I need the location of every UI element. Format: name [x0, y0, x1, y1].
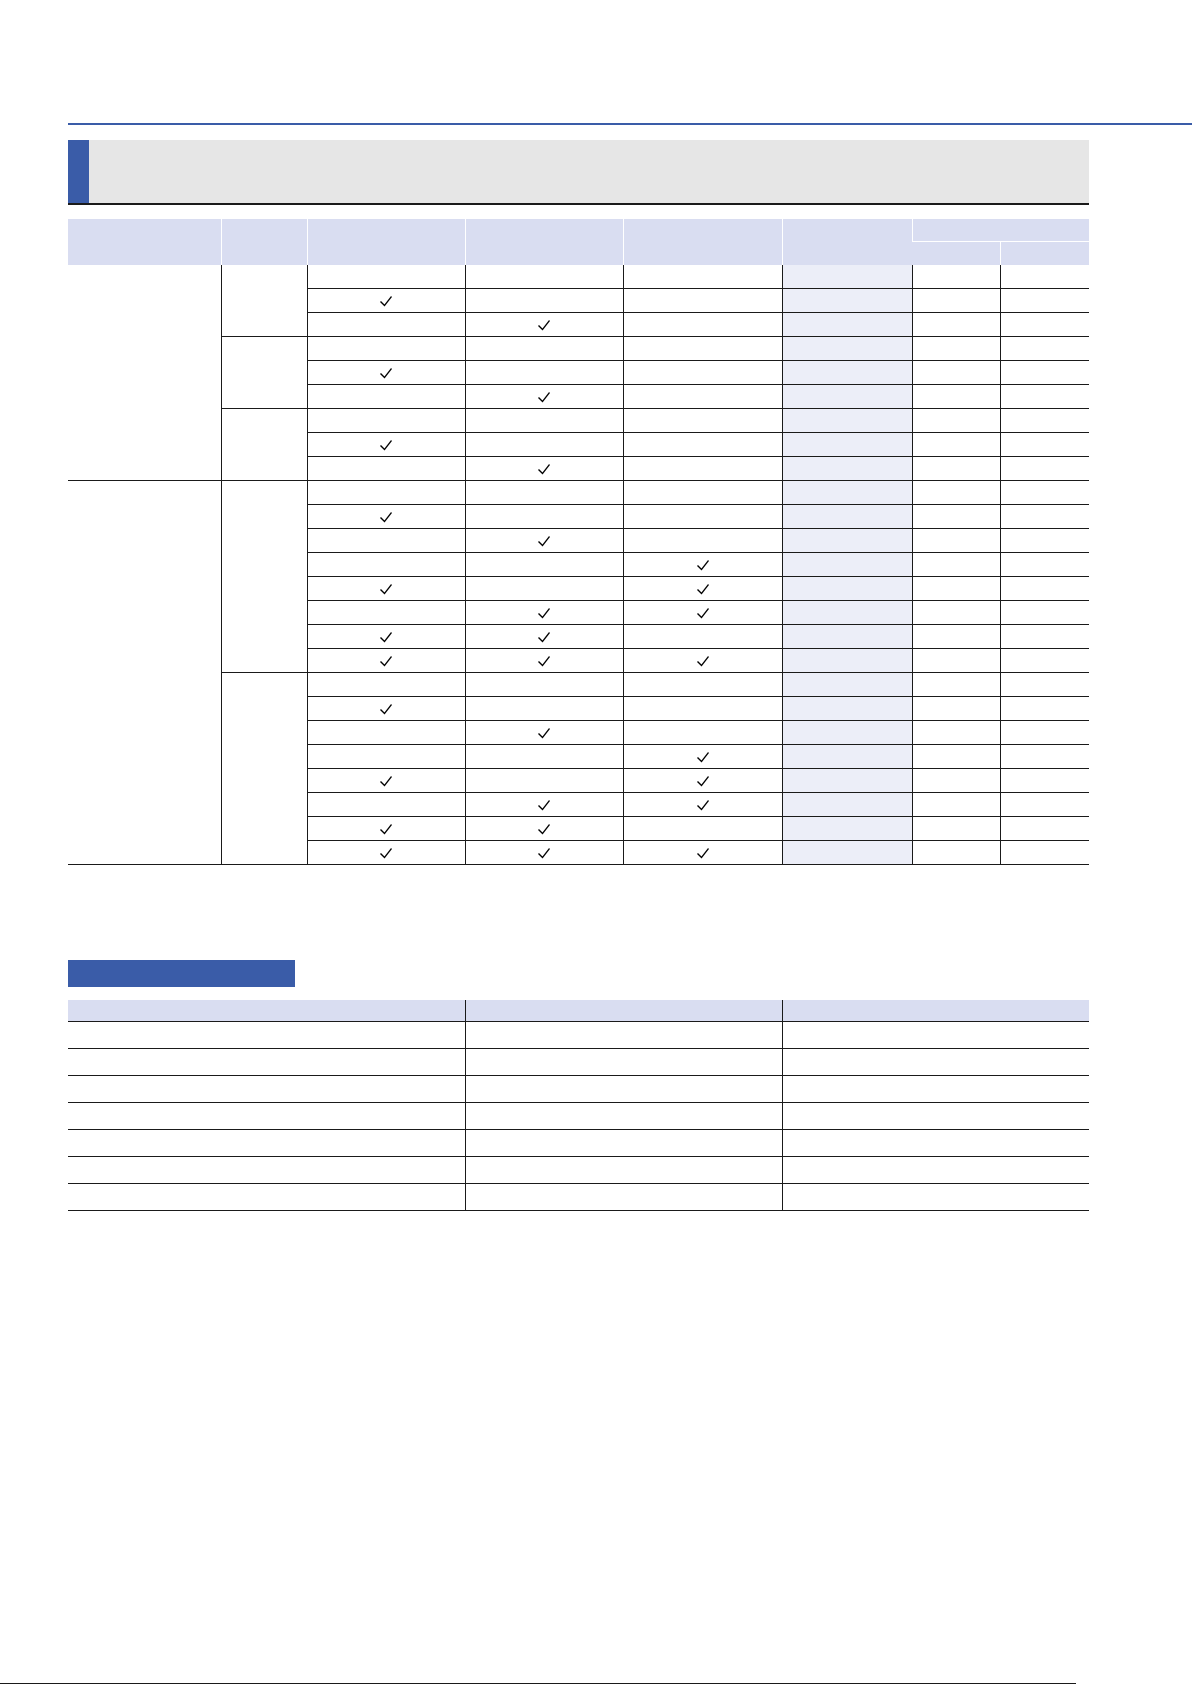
option-cell: [623, 313, 782, 337]
checkmark-icon: [378, 845, 394, 861]
table-cell: [465, 1076, 782, 1103]
value-cell: [912, 625, 1000, 649]
table-cell: [782, 1157, 1089, 1184]
checkmark-icon: [536, 653, 552, 669]
shaded-cell: [782, 721, 912, 745]
header-cell: [623, 219, 782, 265]
checkmark-icon: [378, 293, 394, 309]
shaded-cell: [782, 769, 912, 793]
value-cell: [912, 673, 1000, 697]
option-cell: [623, 361, 782, 385]
checkmark-icon: [695, 581, 711, 597]
section-header: [68, 140, 1089, 205]
shaded-cell: [782, 577, 912, 601]
checkmark-icon: [536, 605, 552, 621]
shaded-cell: [782, 625, 912, 649]
shaded-cell: [782, 553, 912, 577]
option-cell: [623, 817, 782, 841]
value-cell: [1000, 361, 1089, 385]
subsection-bar: [68, 960, 295, 987]
value-cell: [1000, 697, 1089, 721]
option-cell: [623, 433, 782, 457]
option-cell: [465, 433, 623, 457]
table-cell: [68, 1103, 465, 1130]
shaded-cell: [782, 529, 912, 553]
checkmark-icon: [536, 797, 552, 813]
shaded-cell: [782, 649, 912, 673]
table-cell: [782, 1103, 1089, 1130]
table-cell: [68, 1157, 465, 1184]
table-cell: [465, 1157, 782, 1184]
header-group-cell: [912, 219, 1089, 242]
option-cell: [465, 481, 623, 505]
value-cell: [912, 841, 1000, 865]
shaded-cell: [782, 337, 912, 361]
shaded-cell: [782, 697, 912, 721]
header-subcell: [1000, 242, 1089, 266]
option-cell: [465, 361, 623, 385]
option-cell: [623, 649, 782, 673]
option-cell: [623, 673, 782, 697]
shaded-cell: [782, 409, 912, 433]
value-cell: [912, 409, 1000, 433]
checkmark-icon: [536, 821, 552, 837]
header-cell: [68, 219, 221, 265]
checkmark-icon: [378, 653, 394, 669]
table-row: [68, 1076, 1089, 1103]
table-row: [68, 1022, 1089, 1049]
shaded-cell: [782, 457, 912, 481]
shaded-cell: [782, 385, 912, 409]
option-cell: [623, 601, 782, 625]
option-cell: [307, 361, 465, 385]
table-cell: [465, 1049, 782, 1076]
value-cell: [912, 529, 1000, 553]
value-cell: [912, 385, 1000, 409]
value-cell: [912, 265, 1000, 289]
value-cell: [912, 361, 1000, 385]
option-cell: [465, 577, 623, 601]
value-cell: [1000, 673, 1089, 697]
checkmark-icon: [378, 821, 394, 837]
table-cell: [782, 1049, 1089, 1076]
table-row: [68, 1049, 1089, 1076]
checkmark-icon: [695, 845, 711, 861]
shaded-cell: [782, 601, 912, 625]
option-cell: [465, 313, 623, 337]
section-accent-bar: [68, 140, 89, 203]
header-cell: [221, 219, 307, 265]
option-cell: [465, 457, 623, 481]
option-cell: [623, 481, 782, 505]
value-cell: [1000, 577, 1089, 601]
option-cell: [623, 625, 782, 649]
value-cell: [912, 601, 1000, 625]
option-cell: [465, 289, 623, 313]
option-cell: [465, 625, 623, 649]
checkmark-icon: [695, 797, 711, 813]
option-cell: [307, 625, 465, 649]
table-row: [68, 673, 1089, 697]
option-cell: [623, 769, 782, 793]
value-cell: [1000, 601, 1089, 625]
table-row: [68, 1184, 1089, 1211]
option-cell: [465, 265, 623, 289]
option-cell: [307, 289, 465, 313]
option-cell: [623, 529, 782, 553]
checkmark-icon: [378, 629, 394, 645]
checkmark-icon: [378, 581, 394, 597]
table-row: [68, 1103, 1089, 1130]
table-cell: [68, 1130, 465, 1157]
option-cell: [623, 505, 782, 529]
checkmark-icon: [695, 557, 711, 573]
checkmark-icon: [536, 461, 552, 477]
table-cell: [68, 1184, 465, 1211]
option-cell: [307, 673, 465, 697]
checkmark-icon: [536, 725, 552, 741]
option-cell: [307, 601, 465, 625]
option-cell: [465, 385, 623, 409]
table-cell: [465, 1130, 782, 1157]
value-cell: [912, 289, 1000, 313]
shaded-cell: [782, 841, 912, 865]
option-cell: [307, 481, 465, 505]
option-cell: [465, 769, 623, 793]
header-cell: [782, 219, 912, 265]
second-header-cell: [782, 1000, 1089, 1022]
option-cell: [465, 745, 623, 769]
table-row: [68, 265, 1089, 289]
value-cell: [1000, 745, 1089, 769]
checkmark-icon: [536, 845, 552, 861]
option-cell: [623, 289, 782, 313]
value-cell: [1000, 337, 1089, 361]
subgroup-cell: [221, 265, 307, 337]
checkmark-icon: [536, 629, 552, 645]
value-cell: [1000, 649, 1089, 673]
option-cell: [623, 265, 782, 289]
value-cell: [912, 769, 1000, 793]
table-row: [68, 1130, 1089, 1157]
value-cell: [912, 697, 1000, 721]
table-row: [68, 337, 1089, 361]
table-cell: [465, 1022, 782, 1049]
group-cell: [68, 265, 221, 481]
bottom-rule: [0, 1683, 1076, 1684]
second-table-body: [68, 1022, 1089, 1211]
table-cell: [782, 1022, 1089, 1049]
checkmark-icon: [695, 605, 711, 621]
table-row: [68, 409, 1089, 433]
option-cell: [465, 601, 623, 625]
value-cell: [1000, 553, 1089, 577]
value-cell: [1000, 625, 1089, 649]
value-cell: [912, 313, 1000, 337]
option-cell: [623, 385, 782, 409]
option-cell: [307, 409, 465, 433]
option-cell: [465, 649, 623, 673]
option-cell: [465, 721, 623, 745]
option-cell: [623, 577, 782, 601]
value-cell: [1000, 457, 1089, 481]
checkmark-icon: [536, 317, 552, 333]
table-cell: [68, 1076, 465, 1103]
main-table: [68, 219, 1089, 865]
checkmark-icon: [536, 533, 552, 549]
option-cell: [465, 409, 623, 433]
option-cell: [465, 697, 623, 721]
checkmark-icon: [378, 701, 394, 717]
header-cell: [307, 219, 465, 265]
option-cell: [307, 505, 465, 529]
value-cell: [912, 505, 1000, 529]
shaded-cell: [782, 361, 912, 385]
value-cell: [1000, 289, 1089, 313]
subgroup-cell: [221, 673, 307, 865]
main-table-body: [68, 265, 1089, 865]
table-cell: [68, 1022, 465, 1049]
checkmark-icon: [536, 389, 552, 405]
checkmark-icon: [378, 773, 394, 789]
group-cell: [68, 481, 221, 865]
checkmark-icon: [695, 773, 711, 789]
value-cell: [912, 577, 1000, 601]
value-cell: [1000, 841, 1089, 865]
option-cell: [307, 385, 465, 409]
option-cell: [307, 577, 465, 601]
option-cell: [307, 313, 465, 337]
shaded-cell: [782, 481, 912, 505]
option-cell: [465, 673, 623, 697]
option-cell: [307, 433, 465, 457]
second-table: [68, 1000, 1089, 1211]
value-cell: [1000, 793, 1089, 817]
checkmark-icon: [378, 509, 394, 525]
option-cell: [307, 769, 465, 793]
option-cell: [623, 457, 782, 481]
subgroup-cell: [221, 409, 307, 481]
value-cell: [912, 457, 1000, 481]
value-cell: [1000, 721, 1089, 745]
option-cell: [307, 745, 465, 769]
value-cell: [912, 745, 1000, 769]
option-cell: [465, 793, 623, 817]
table-cell: [465, 1103, 782, 1130]
shaded-cell: [782, 817, 912, 841]
option-cell: [307, 457, 465, 481]
option-cell: [465, 505, 623, 529]
option-cell: [465, 337, 623, 361]
option-cell: [307, 265, 465, 289]
option-cell: [623, 409, 782, 433]
option-cell: [307, 817, 465, 841]
option-cell: [623, 745, 782, 769]
option-cell: [307, 529, 465, 553]
option-cell: [465, 841, 623, 865]
checkmark-icon: [378, 365, 394, 381]
value-cell: [1000, 385, 1089, 409]
checkmark-icon: [378, 437, 394, 453]
value-cell: [1000, 409, 1089, 433]
header-subcell: [912, 242, 1000, 266]
option-cell: [623, 697, 782, 721]
option-cell: [307, 793, 465, 817]
shaded-cell: [782, 433, 912, 457]
shaded-cell: [782, 745, 912, 769]
value-cell: [1000, 769, 1089, 793]
value-cell: [912, 793, 1000, 817]
option-cell: [623, 841, 782, 865]
subgroup-cell: [221, 337, 307, 409]
shaded-cell: [782, 289, 912, 313]
shaded-cell: [782, 793, 912, 817]
option-cell: [623, 337, 782, 361]
option-cell: [307, 721, 465, 745]
option-cell: [307, 841, 465, 865]
value-cell: [912, 817, 1000, 841]
value-cell: [912, 721, 1000, 745]
shaded-cell: [782, 265, 912, 289]
option-cell: [623, 721, 782, 745]
table-cell: [465, 1184, 782, 1211]
option-cell: [623, 793, 782, 817]
checkmark-icon: [695, 653, 711, 669]
header-cell: [465, 219, 623, 265]
table-cell: [782, 1130, 1089, 1157]
second-header-cell: [68, 1000, 465, 1022]
value-cell: [1000, 433, 1089, 457]
shaded-cell: [782, 505, 912, 529]
option-cell: [465, 529, 623, 553]
option-cell: [307, 337, 465, 361]
value-cell: [912, 337, 1000, 361]
option-cell: [465, 817, 623, 841]
option-cell: [307, 649, 465, 673]
top-rule: [68, 123, 1192, 125]
value-cell: [912, 481, 1000, 505]
table-row: [68, 1157, 1089, 1184]
subgroup-cell: [221, 481, 307, 673]
value-cell: [1000, 505, 1089, 529]
value-cell: [912, 433, 1000, 457]
value-cell: [1000, 313, 1089, 337]
shaded-cell: [782, 673, 912, 697]
checkmark-icon: [695, 749, 711, 765]
option-cell: [307, 697, 465, 721]
table-row: [68, 481, 1089, 505]
option-cell: [465, 553, 623, 577]
value-cell: [1000, 481, 1089, 505]
value-cell: [1000, 265, 1089, 289]
value-cell: [1000, 817, 1089, 841]
value-cell: [912, 649, 1000, 673]
table-cell: [782, 1184, 1089, 1211]
second-header-cell: [465, 1000, 782, 1022]
shaded-cell: [782, 313, 912, 337]
option-cell: [307, 553, 465, 577]
table-cell: [782, 1076, 1089, 1103]
table-cell: [68, 1049, 465, 1076]
value-cell: [1000, 529, 1089, 553]
value-cell: [912, 553, 1000, 577]
option-cell: [623, 553, 782, 577]
